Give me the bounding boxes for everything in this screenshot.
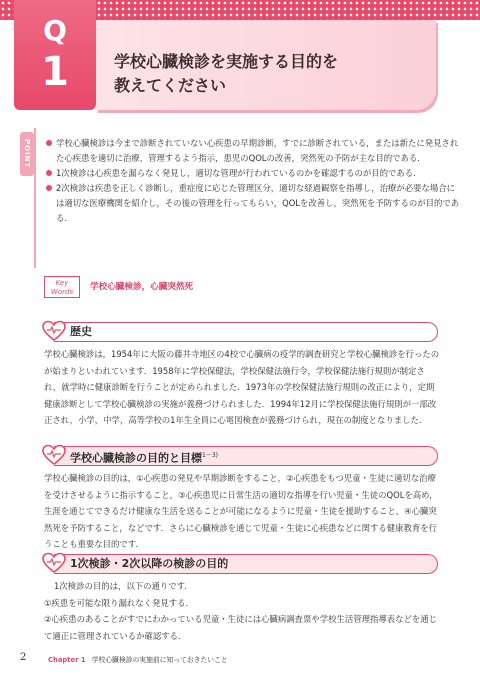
question-title-line2: 教えてください: [114, 76, 227, 95]
section-heading-purpose: [44, 442, 438, 468]
page-number: 2: [20, 652, 27, 663]
section-title-citation: 1〜3): [202, 452, 218, 459]
bullet-dot-icon: [46, 140, 52, 146]
point-item-text: 1次検診は心疾患を漏らなく発見し，適切な管理が行われているのかを確認するのが目的である．: [56, 168, 422, 178]
keywords-text: 学校心臓検診，心臓突然死: [90, 282, 194, 292]
point-box: [20, 128, 460, 268]
question-number-box: [14, 0, 96, 110]
heart-icon: [42, 320, 66, 342]
point-list: [46, 136, 461, 226]
point-item: [46, 181, 461, 226]
keywords-badge-line1: Key: [55, 279, 69, 287]
point-item-text: 2次検診は疾患を正しく診断し，重症度に応じた管理区分，適切な経過観察を指導し，治療が必要な場合には適切な医療機関を紹介し，その後の管理を行ってもらい，QOLを改善し，突然死を予防するのが目的である．: [56, 183, 460, 223]
section-title: [70, 448, 218, 467]
body-line: ①疾患を可能な限り漏れなく発見する．: [44, 597, 194, 608]
section-heading-exam-purpose: [44, 550, 438, 576]
body-line: ②心疾患のあることがすでにわかっている児童・生徒には心臓病調査票や学校生活管理指導表などを通じて適正に管理されているか確認する．: [44, 614, 438, 641]
body-line: 1次検診の目的は，以下の通りです．: [54, 581, 193, 591]
point-frame: [34, 128, 460, 268]
chapter-label: Chapter 1: [48, 656, 86, 664]
section-body-history: 学校心臓検診は，1954年に大阪の藤井寺地区の4校で心臓病の疫学的調査研究と学校心臓検診を行ったのが始まりといわれています．1958年に学校保健法，学校保健法施行令，学校保健法施行規則が制定され，就学時に健康診断を行うことが定められました．1973年の学校保健法施行規則の改正により，定期健康診断として学校心臓検診の実施が義務づけられました．1994年12月に学校保健法施行規則が一部改正され，小学，中学，高等学校の1年生全員に心電図検査が義務づけられ，現在の制度となりました．: [44, 349, 440, 426]
section-body-purpose: 学校心臓検診の目的は，①心疾患の発見や早期診断をすること，②心疾患をもつ児童・生徒に適切な治療を受けさせるように指示すること，③心疾患児に日常生活の適切な指導を行い児童・生徒のQOLを高め，生涯を通じてできるだけ健康な生活を送ることが可能になるように児童・生徒を援助すること，④心臓突然死を予防すること，などです．さらに心臓検診を通じて児童・生徒に心疾患などに関する健康教育を行うことも重要な目的です．: [44, 473, 438, 550]
chapter-title: 学校心臓検診の実施前に知っておきたいこと: [91, 656, 228, 664]
bullet-dot-icon: [46, 185, 52, 191]
section-title: 歴史: [70, 325, 92, 338]
bullet-dot-icon: [46, 170, 52, 176]
question-title: [114, 50, 434, 98]
section-heading-bar: [54, 322, 438, 342]
heart-icon: [42, 552, 66, 574]
question-letter: Q: [43, 14, 67, 47]
question-number: 1: [41, 49, 69, 95]
section-body-exam-purpose: [44, 578, 442, 644]
point-label: POINT: [23, 139, 31, 169]
point-item: [46, 136, 461, 166]
question-title-line1: 学校心臓検診を実施する目的を: [114, 52, 339, 71]
section-title-text: 学校心臓検診の目的と目標: [70, 451, 202, 465]
point-item: [46, 166, 461, 181]
section-heading-history: [44, 318, 438, 344]
point-item-text: 学校心臓検診は今まで診断されていない心疾患の早期診断，すでに診断されている，または新たに発見された心疾患を適切に治療，管理するよう指示，患児のQOLの改善，突然死の予防が主な目的である．: [56, 138, 459, 163]
keywords-row: [44, 276, 404, 298]
keywords-badge-line2: Words: [50, 288, 74, 296]
running-footer: [48, 654, 228, 664]
keywords-badge: [44, 276, 80, 298]
heart-icon: [42, 444, 66, 466]
question-title-box: [96, 20, 436, 110]
section-title: 1次検診・2次以降の検診の目的: [70, 557, 229, 570]
